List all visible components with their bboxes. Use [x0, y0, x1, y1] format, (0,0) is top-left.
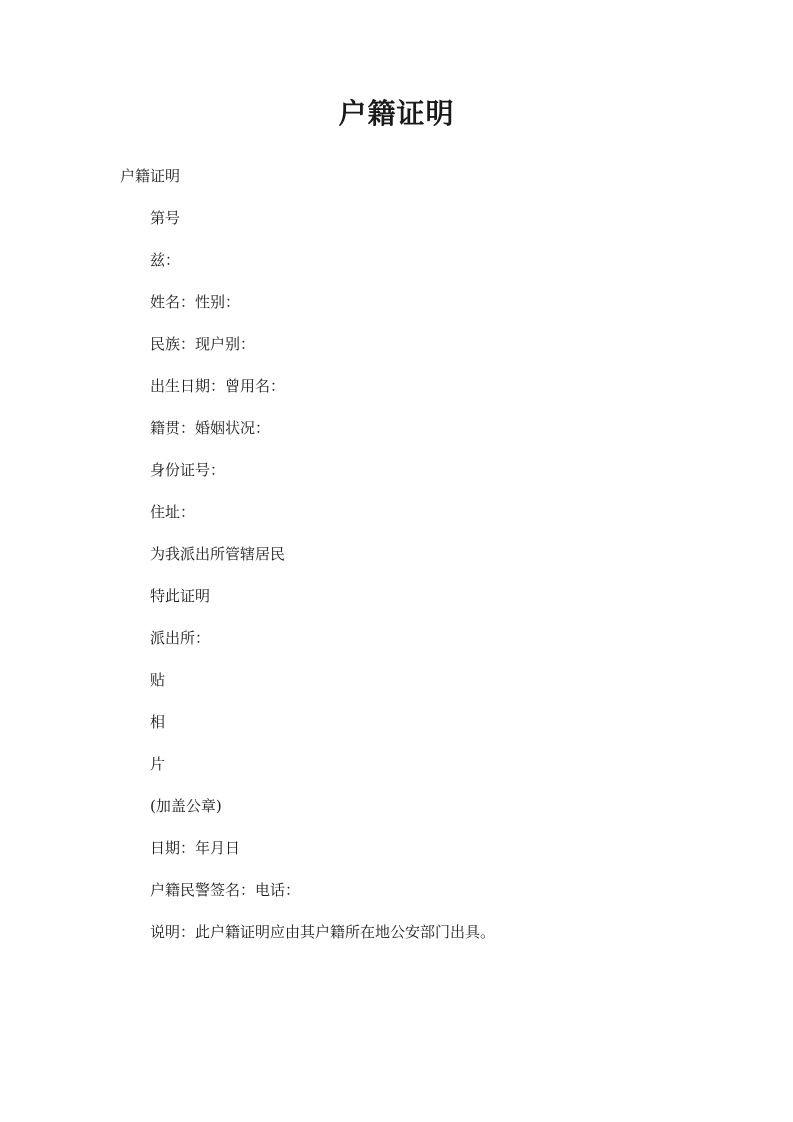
line-intro: 兹： [150, 251, 181, 269]
document-title: 户籍证明 [338, 97, 455, 130]
document-body [150, 208, 495, 964]
line-origin-marital: 籍贯：婚姻状况： [150, 419, 271, 437]
line-photo-1: 贴 [150, 671, 166, 689]
line-photo-3: 片 [150, 755, 166, 773]
document-subtitle: 户籍证明 [120, 167, 181, 185]
line-address: 住址： [150, 503, 196, 521]
line-officer-signature: 户籍民警签名：电话： [150, 881, 301, 899]
line-name-gender: 姓名：性别： [150, 293, 241, 311]
line-police-station: 派出所： [150, 629, 211, 647]
line-photo-2: 相 [150, 713, 166, 731]
line-date: 日期：年月日 [150, 839, 241, 857]
line-seal: (加盖公章) [150, 797, 222, 815]
line-resident-statement: 为我派出所管辖居民 [150, 545, 286, 563]
line-ethnicity-household: 民族：现户别： [150, 335, 256, 353]
line-number: 第号 [150, 209, 181, 227]
line-certify: 特此证明 [150, 587, 211, 605]
line-id-number: 身份证号： [150, 461, 226, 479]
line-note: 说明：此户籍证明应由其户籍所在地公安部门出具。 [150, 923, 496, 941]
line-birthdate-former-name: 出生日期：曾用名： [150, 377, 286, 395]
